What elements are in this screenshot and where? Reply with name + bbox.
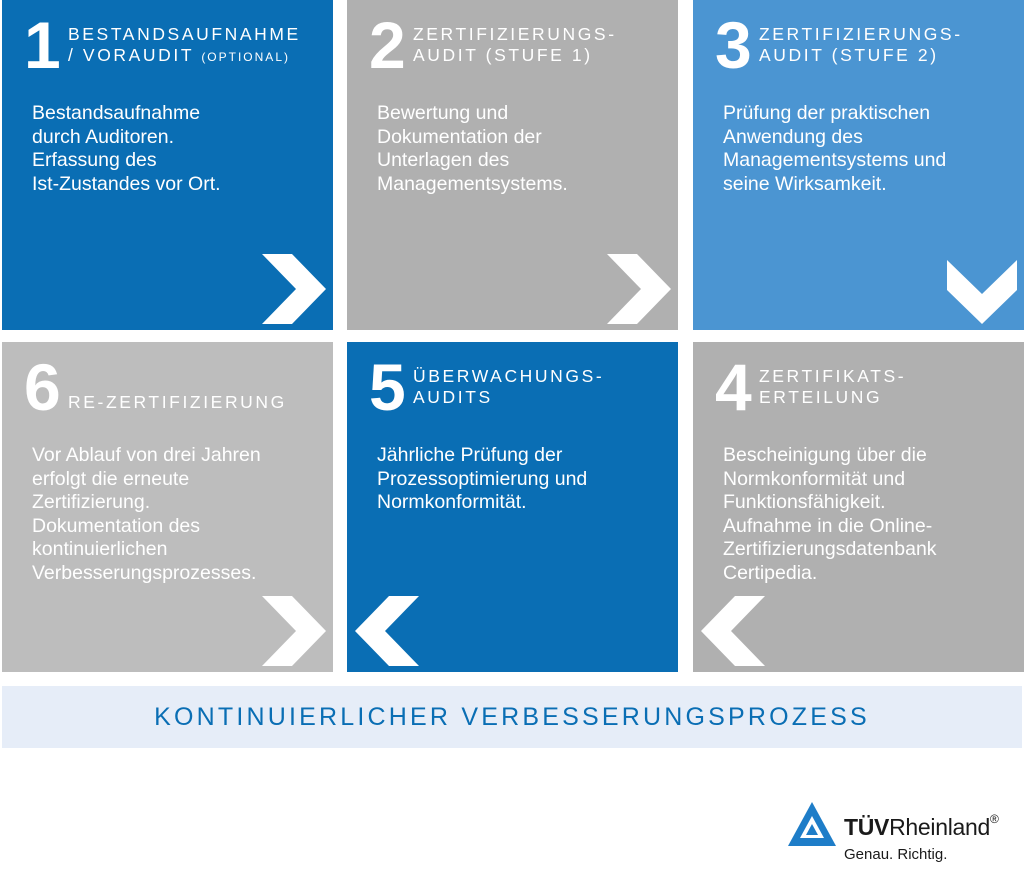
step-1-tile [2,0,333,330]
logo-brand: TÜVRheinland® [844,812,999,840]
step-number: 6 [24,350,59,424]
step-title: RE-ZERTIFIZIERUNG [68,392,287,412]
step-6-tile [2,342,333,672]
step-2-tile [347,0,678,330]
step-5-tile [347,342,678,672]
process-banner [2,686,1022,748]
chevron-right-icon [607,254,673,324]
chevron-left-icon [353,596,419,666]
logo-tagline: Genau. Richtig. [844,846,948,863]
triangle-logo-icon [788,802,836,846]
chevron-left-icon [699,596,765,666]
step-number: 4 [715,350,750,424]
chevron-down-icon [947,260,1017,324]
step-number: 1 [24,8,59,82]
step-description: Prüfung der praktischen Anwendung des Managementsystems und seine Wirksamkeit. [723,102,947,195]
step-description: Vor Ablauf von drei Jahren erfolgt die erneute Zertifizierung. Dokumentation des kontinuierlichen Verbesserungsprozesses. [32,444,261,584]
step-title: ZERTIFIKATS- ERTEILUNG [759,366,907,407]
step-description: Bestandsaufnahme durch Auditoren. Erfassung des Ist-Zustandes vor Ort. [32,102,221,195]
optional-note: (OPTIONAL) [201,50,290,64]
step-3-tile [693,0,1024,330]
step-title: ZERTIFIZIERUNGS- AUDIT (STUFE 1) [413,24,617,65]
step-title: ZERTIFIZIERUNGS- AUDIT (STUFE 2) [759,24,963,65]
step-title: ÜBERWACHUNGS- AUDITS [413,366,605,407]
step-number: 2 [369,8,404,82]
chevron-right-icon [262,596,328,666]
banner-label: KONTINUIERLICHER VERBESSERUNGSPROZESS [154,702,870,731]
step-description: Bewertung und Dokumentation der Unterlagen des Managementsystems. [377,102,568,195]
step-number: 3 [715,8,750,82]
step-description: Jährliche Prüfung der Prozessoptimierung und Normkonformität. [377,444,588,513]
step-description: Bescheinigung über die Normkonformität und Funktionsfähigkeit. Aufnahme in die Online- Zertifizierungsdatenbank Certipedia. [723,444,937,584]
step-title: BESTANDSAUFNAHME / VORAUDIT (OPTIONAL) [68,24,301,65]
step-number: 5 [369,350,404,424]
tuv-rheinland-logo [788,802,1020,866]
step-4-tile [693,342,1024,672]
chevron-right-icon [262,254,328,324]
